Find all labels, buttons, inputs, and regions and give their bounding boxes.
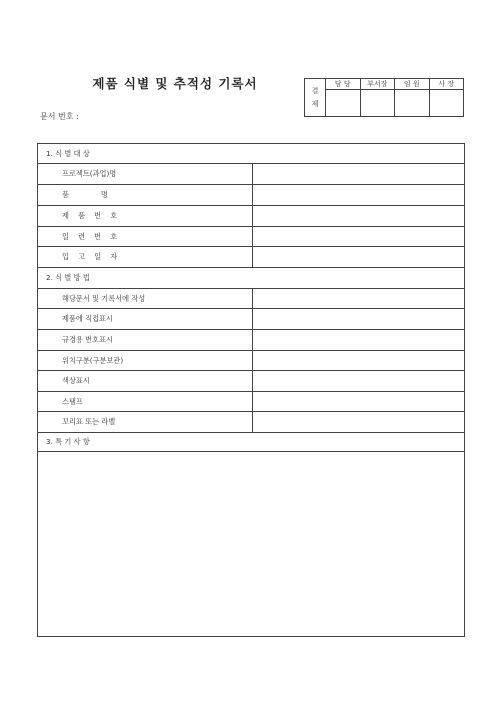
tag-label-field[interactable] [252, 412, 464, 432]
form-row-label: 제품에 직접표시 [62, 314, 113, 323]
form-row-color-marking [38, 371, 464, 392]
approval-label [305, 79, 326, 117]
section-heading-label: 2. 식 별 방 법 [46, 273, 90, 282]
approval-sign-president[interactable] [429, 90, 464, 117]
approval-sign-executive[interactable] [395, 90, 430, 117]
form-row-label: 규경용 번호표시 [62, 335, 113, 344]
section-heading-label: 3. 특 기 사 항 [46, 437, 90, 446]
form-row-label: 해당문서 및 기록서에 작성 [62, 293, 146, 303]
location-field[interactable] [252, 351, 464, 370]
form-row-stamp [38, 392, 464, 412]
form-row-label: 스탬프 [62, 396, 83, 406]
product-name-field[interactable] [252, 185, 464, 205]
form-row-product-name [38, 185, 464, 206]
approval-label-line-2: 제 [311, 99, 319, 108]
section-heading-remarks [38, 433, 464, 452]
remarks-area[interactable] [38, 452, 464, 636]
approval-table [304, 78, 464, 117]
receipt-date-field[interactable] [252, 247, 464, 267]
approval-header-manager: 담 당 [326, 79, 361, 90]
doc-number-label: 문서 번호 : [40, 112, 79, 121]
approval-header-president: 사 장 [429, 79, 464, 90]
direct-marking-field[interactable] [252, 309, 464, 329]
serial-number-field[interactable] [252, 227, 464, 246]
approval-label-line-1: 결 [311, 86, 319, 95]
form-row-label: 꼬리표 또는 라벨 [62, 417, 116, 426]
project-name-field[interactable] [252, 164, 464, 184]
form-row-label: 위치구분(구분보관) [62, 355, 124, 365]
form-row-label: 일 련 번 호 [62, 231, 118, 241]
product-number-field[interactable] [252, 206, 464, 226]
form-row-label: 제 품 번 호 [62, 211, 118, 220]
section-heading-label: 1. 식 별 대 상 [46, 148, 90, 158]
number-marking-field[interactable] [252, 330, 464, 350]
form-row-product-number [38, 206, 464, 227]
form-row-receipt-date [38, 247, 464, 268]
approval-header-executive: 임 원 [395, 79, 430, 90]
document-record-field[interactable] [252, 289, 464, 308]
document-title: 제품 식별 및 추적성 기록서 [92, 76, 258, 91]
section-heading-target [38, 144, 464, 164]
form-row-document-record [38, 289, 464, 309]
stamp-field[interactable] [252, 392, 464, 411]
identification-form [37, 143, 465, 637]
form-row-number-marking [38, 330, 464, 351]
form-row-tag-label [38, 412, 464, 433]
form-row-project-name [38, 164, 464, 185]
form-row-label: 품 명 [62, 190, 108, 199]
form-row-direct-marking [38, 309, 464, 330]
form-row-label: 프로젝트(과업)명 [62, 169, 117, 178]
form-row-location [38, 351, 464, 371]
approval-sign-manager[interactable] [326, 90, 361, 117]
approval-header-dept-head: 부서장 [360, 79, 395, 90]
section-heading-method [38, 268, 464, 289]
form-row-serial-number [38, 227, 464, 247]
approval-sign-dept-head[interactable] [360, 90, 395, 117]
form-row-label: 입 고 일 자 [62, 252, 118, 261]
form-row-label: 색상표시 [62, 376, 90, 385]
color-marking-field[interactable] [252, 371, 464, 391]
